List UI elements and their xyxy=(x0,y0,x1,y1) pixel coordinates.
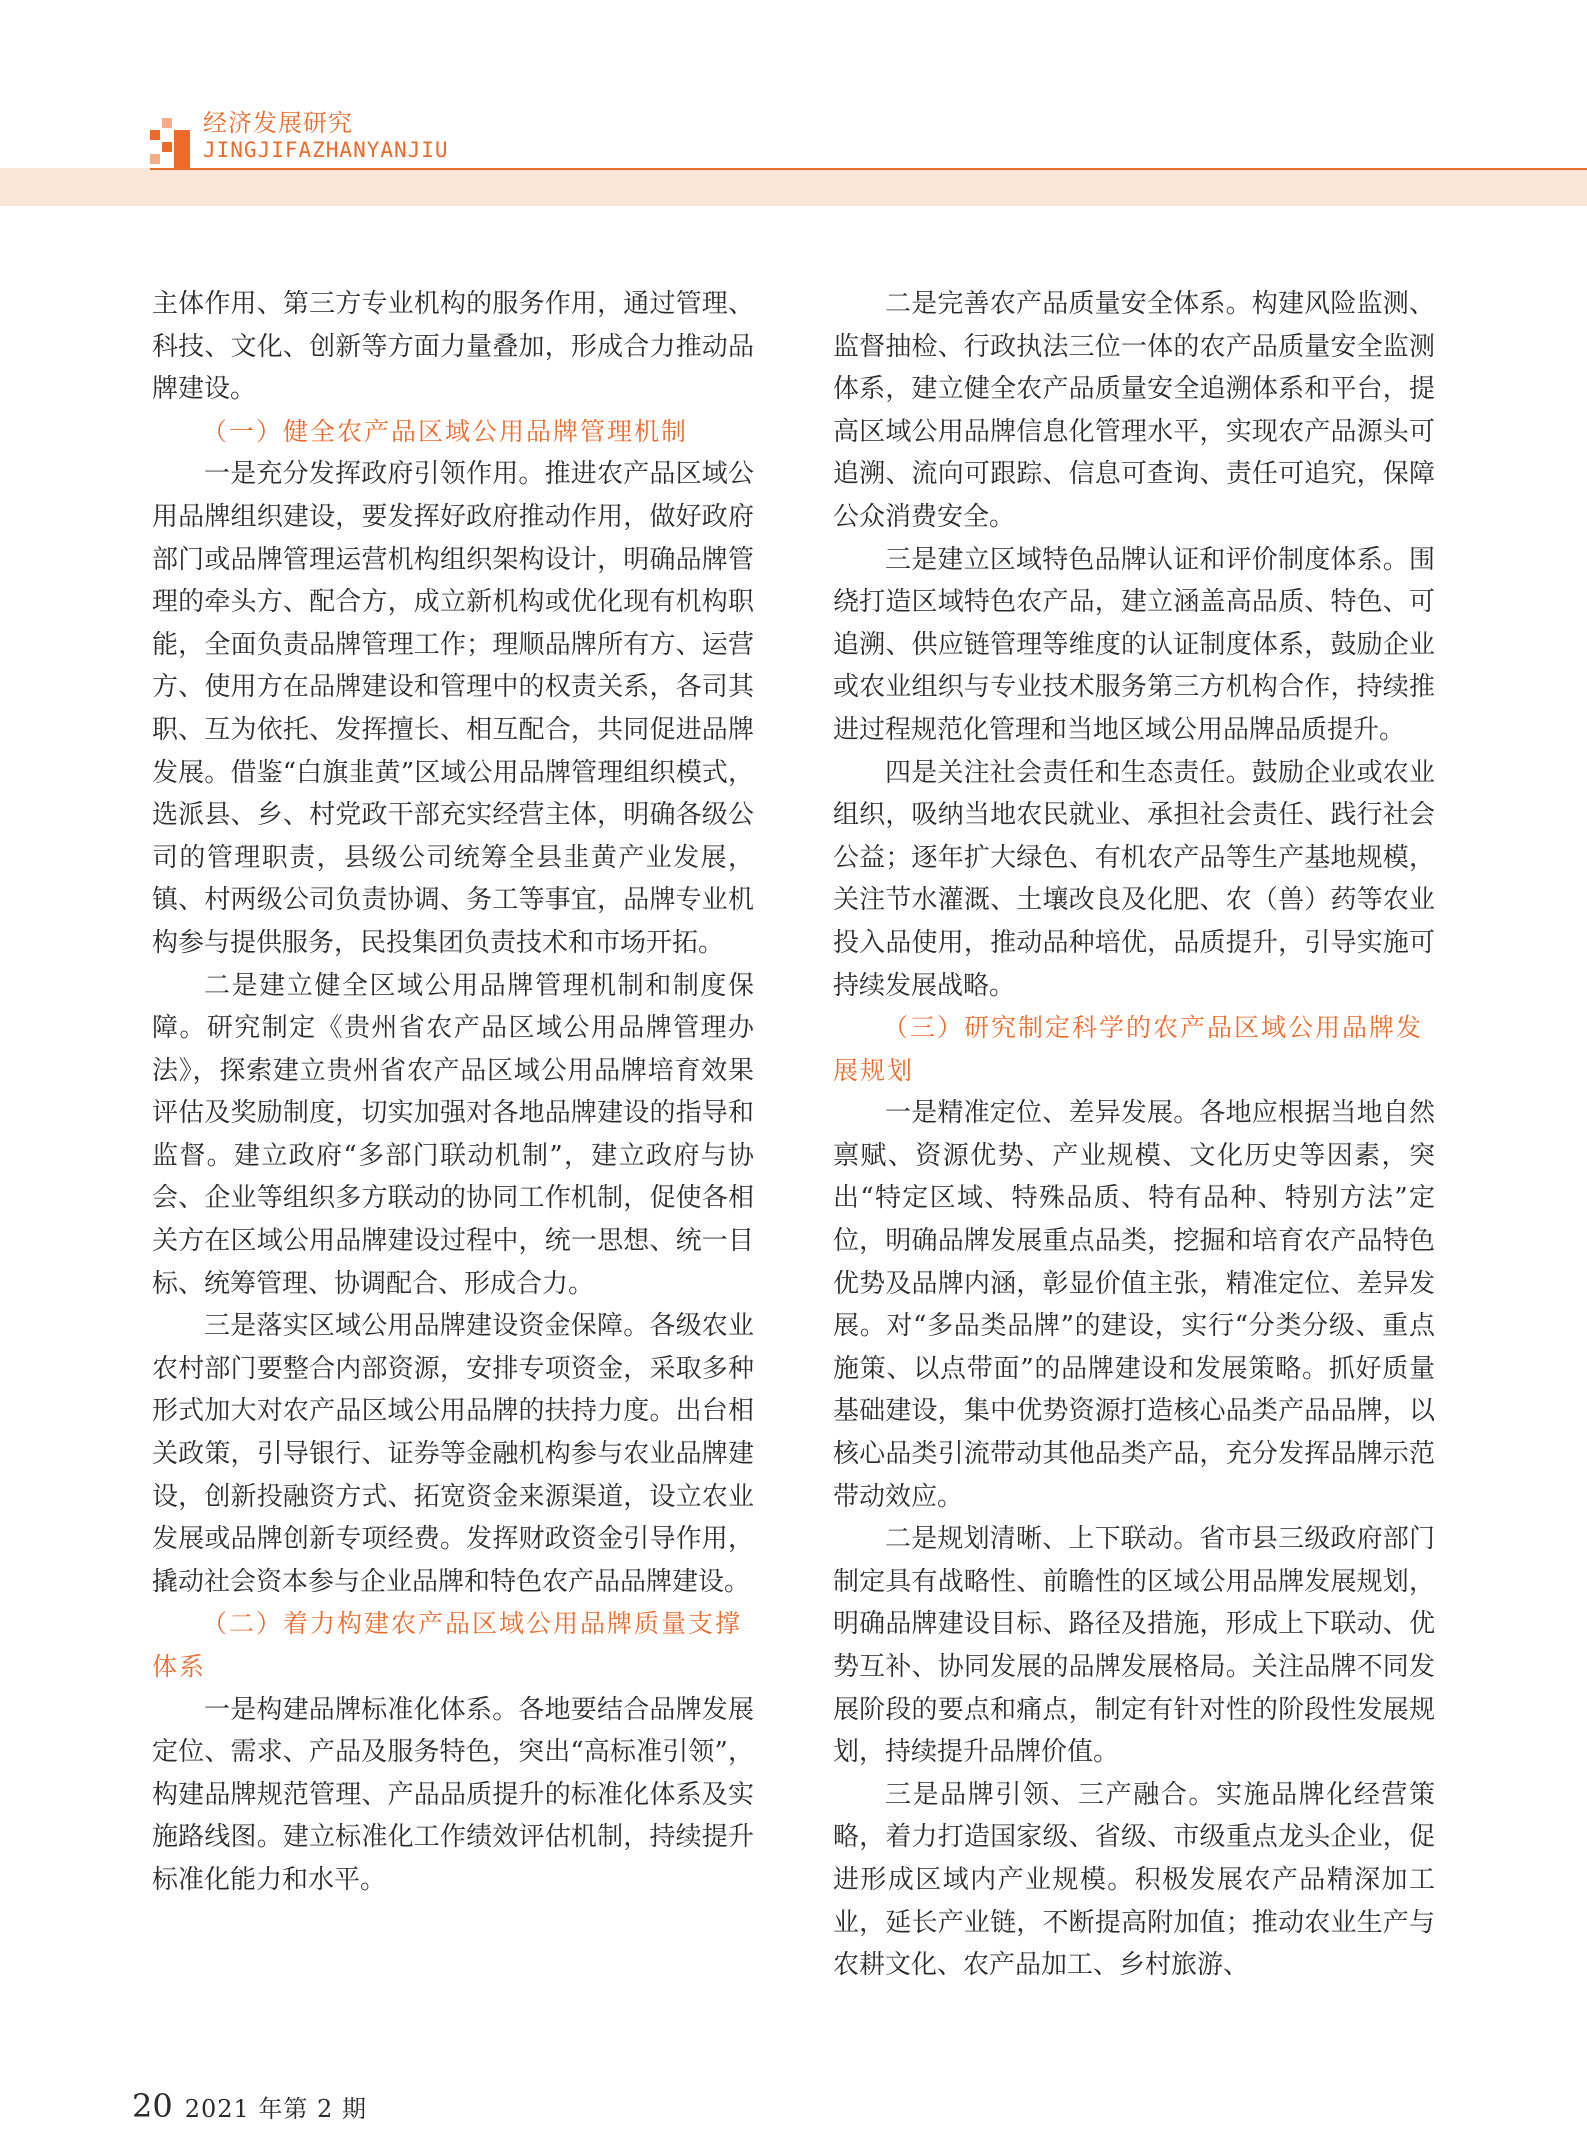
paragraph: 主体作用、第三方专业机构的服务作用，通过管理、科技、文化、创新等方面力量叠加，形成合力推动品牌建设。 xyxy=(152,289,754,405)
section-heading: （二）着力构建农产品区域公用品牌质量支撑体系 xyxy=(152,1609,743,1681)
journal-title: 经济发展研究 xyxy=(203,109,353,137)
header-band xyxy=(0,168,1587,206)
journal-subtitle: JINGJIFAZHANYANJIU xyxy=(203,138,449,162)
paragraph: 二是规划清晰、上下联动。省市县三级政府部门制定具有战略性、前瞻性的区域公用品牌发展规划，明确品牌建设目标、路径及措施，形成上下联动、优势互补、协同发展的品牌发展格局。关注品牌不同发展阶段的要点和痛点，制定有针对性的阶段性发展规划，持续提升品牌价值。 xyxy=(833,1524,1435,1768)
paragraph: 一是构建品牌标准化体系。各地要结合品牌发展定位、需求、产品及服务特色，突出“高标准引领”，构建品牌规范管理、产品品质提升的标准化体系及实施路线图。建立标准化工作绩效评估机制，持续提升标准化能力和水平。 xyxy=(152,1694,754,1895)
header-rule xyxy=(150,168,1587,170)
paragraph: 四是关注社会责任和生态责任。鼓励企业或农业组织，吸纳当地农民就业、承担社会责任、践行社会公益；逐年扩大绿色、有机农产品等生产基地规模，关注节水灌溉、土壤改良及化肥、农（兽）药等农业投入品使用，推动品种培优，品质提升，引导实施可持续发展战略。 xyxy=(833,757,1435,1001)
right-column xyxy=(833,283,1435,1987)
page-footer xyxy=(132,2086,367,2132)
section-heading: （三）研究制定科学的农产品区域公用品牌发展规划 xyxy=(833,1013,1424,1085)
paragraph: 一是充分发挥政府引领作用。推进农产品区域公用品牌组织建设，要发挥好政府推动作用，做好政府部门或品牌管理运营机构组织架构设计，明确品牌管理的牵头方、配合方，成立新机构或优化现有机构职能，全面负责品牌管理工作；理顺品牌所有方、运营方、使用方在品牌建设和管理中的权责关系，各司其职、互为依托、发挥擅长、相互配合，共同促进品牌发展。借鉴“白旗韭黄”区域公用品牌管理组织模式，选派县、乡、村党政干部充实经营主体，明确各级公司的管理职责，县级公司统筹全县韭黄产业发展，镇、村两级公司负责协调、务工等事宜，品牌专业机构参与提供服务，民投集团负责技术和市场开拓。 xyxy=(152,459,754,958)
page-number: 20 xyxy=(132,2087,173,2125)
paragraph: 二是完善农产品质量安全体系。构建风险监测、监督抽检、行政执法三位一体的农产品质量安全监测体系，建立健全农产品质量安全追溯体系和平台，提高区域公用品牌信息化管理水平，实现农产品源头可追溯、流向可跟踪、信息可查询、责任可追究，保障公众消费安全。 xyxy=(833,289,1435,532)
paragraph: 二是建立健全区域公用品牌管理机制和制度保障。研究制定《贵州省农产品区域公用品牌管理办法》，探索建立贵州省农产品区域公用品牌培育效果评估及奖励制度，切实加强对各地品牌建设的指导和监督。建立政府“多部门联动机制”，建立政府与协会、企业等组织多方联动的协同工作机制，促使各相关方在区域公用品牌建设过程中，统一思想、统一目标、统筹管理、协调配合、形成合力。 xyxy=(152,970,754,1299)
paragraph: 三是品牌引领、三产融合。实施品牌化经营策略，着力打造国家级、省级、市级重点龙头企业，促进形成区域内产业规模。积极发展农产品精深加工业，延长产业链，不断提高附加值；推动农业生产与农耕文化、农产品加工、乡村旅游、 xyxy=(833,1779,1435,1981)
paragraph: 三是落实区域公用品牌建设资金保障。各级农业农村部门要整合内部资源，安排专项资金，采取多种形式加大对农产品区域公用品牌的扶持力度。出台相关政策，引导银行、证券等金融机构参与农业品牌建设，创新投融资方式、拓宽资金来源渠道，设立农业发展或品牌创新专项经费。发挥财政资金引导作用，撬动社会资本参与企业品牌和特色农产品品牌建设。 xyxy=(152,1311,754,1597)
issue-label: 2021 年第 2 期 xyxy=(184,2095,367,2123)
left-column xyxy=(152,283,754,1902)
paragraph: 一是精准定位、差异发展。各地应根据当地自然禀赋、资源优势、产业规模、文化历史等因素，突出“特定区域、特殊品质、特有品种、特别方法”定位，明确品牌发展重点品类，挖掘和培育农产品特色优势及品牌内涵，彰显价值主张，精准定位、差异发展。对“多品类品牌”的建设，实行“分类分级、重点施策、以点带面”的品牌建设和发展策略。抓好质量基础建设，集中优势资源打造核心品类产品品牌，以核心品类引流带动其他品类产品，充分发挥品牌示范带动效应。 xyxy=(833,1098,1435,1512)
paragraph: 三是建立区域特色品牌认证和评价制度体系。围绕打造区域特色农产品，建立涵盖高品质、特色、可追溯、供应链管理等维度的认证制度体系，鼓励企业或农业组织与专业技术服务第三方机构合作，持续推进过程规范化管理和当地区域公用品牌品质提升。 xyxy=(833,544,1435,745)
journal-logo-icon xyxy=(150,118,190,168)
section-heading: （一）健全农产品区域公用品牌管理机制 xyxy=(202,416,689,446)
